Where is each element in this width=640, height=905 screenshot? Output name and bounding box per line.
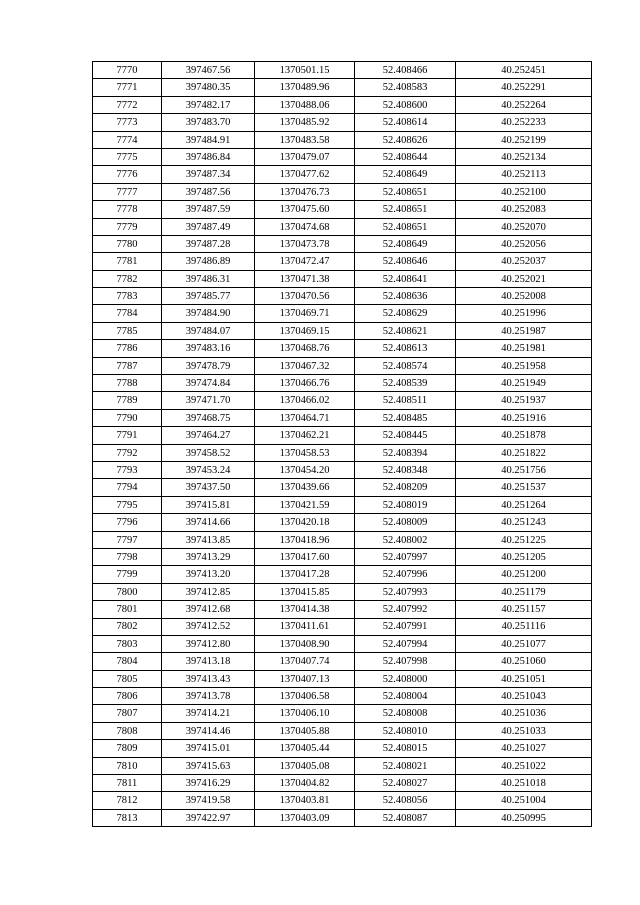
y-coordinate-cell: 1370466.02: [255, 392, 355, 409]
table-row: [93, 566, 592, 583]
latitude-cell: 52.408626: [355, 131, 456, 148]
y-coordinate-cell: 1370417.60: [255, 548, 355, 565]
longitude-cell: 40.251225: [456, 531, 592, 548]
x-coordinate-cell: 397480.35: [162, 79, 255, 96]
point-number-cell: 7774: [93, 131, 162, 148]
table-row: [93, 357, 592, 374]
y-coordinate-cell: 1370415.85: [255, 583, 355, 600]
point-number-cell: 7801: [93, 601, 162, 618]
point-number-cell: 7809: [93, 740, 162, 757]
table-row: [93, 618, 592, 635]
latitude-cell: 52.408644: [355, 148, 456, 165]
x-coordinate-cell: 397437.50: [162, 479, 255, 496]
latitude-cell: 52.407991: [355, 618, 456, 635]
y-coordinate-cell: 1370420.18: [255, 514, 355, 531]
longitude-cell: 40.251949: [456, 375, 592, 392]
point-number-cell: 7784: [93, 305, 162, 322]
point-number-cell: 7772: [93, 96, 162, 113]
longitude-cell: 40.252199: [456, 131, 592, 148]
y-coordinate-cell: 1370462.21: [255, 427, 355, 444]
latitude-cell: 52.408027: [355, 775, 456, 792]
latitude-cell: 52.408056: [355, 792, 456, 809]
longitude-cell: 40.251060: [456, 653, 592, 670]
point-number-cell: 7805: [93, 670, 162, 687]
x-coordinate-cell: 397413.20: [162, 566, 255, 583]
latitude-cell: 52.408445: [355, 427, 456, 444]
table-row: [93, 757, 592, 774]
table-row: [93, 340, 592, 357]
x-coordinate-cell: 397413.29: [162, 548, 255, 565]
y-coordinate-cell: 1370473.78: [255, 235, 355, 252]
longitude-cell: 40.252008: [456, 288, 592, 305]
x-coordinate-cell: 397453.24: [162, 461, 255, 478]
point-number-cell: 7779: [93, 218, 162, 235]
point-number-cell: 7802: [93, 618, 162, 635]
table-row: [93, 427, 592, 444]
y-coordinate-cell: 1370411.61: [255, 618, 355, 635]
longitude-cell: 40.252056: [456, 235, 592, 252]
point-number-cell: 7787: [93, 357, 162, 374]
latitude-cell: 52.408019: [355, 496, 456, 513]
x-coordinate-cell: 397468.75: [162, 409, 255, 426]
table-row: [93, 653, 592, 670]
latitude-cell: 52.408485: [355, 409, 456, 426]
latitude-cell: 52.408621: [355, 322, 456, 339]
table-row: [93, 114, 592, 131]
y-coordinate-cell: 1370405.44: [255, 740, 355, 757]
x-coordinate-cell: 397415.63: [162, 757, 255, 774]
latitude-cell: 52.408348: [355, 461, 456, 478]
longitude-cell: 40.251264: [456, 496, 592, 513]
longitude-cell: 40.251878: [456, 427, 592, 444]
x-coordinate-cell: 397485.77: [162, 288, 255, 305]
latitude-cell: 52.408613: [355, 340, 456, 357]
x-coordinate-cell: 397412.68: [162, 601, 255, 618]
y-coordinate-cell: 1370406.10: [255, 705, 355, 722]
y-coordinate-cell: 1370404.82: [255, 775, 355, 792]
point-number-cell: 7793: [93, 461, 162, 478]
longitude-cell: 40.251205: [456, 548, 592, 565]
x-coordinate-cell: 397412.52: [162, 618, 255, 635]
y-coordinate-cell: 1370417.28: [255, 566, 355, 583]
x-coordinate-cell: 397413.78: [162, 688, 255, 705]
point-number-cell: 7789: [93, 392, 162, 409]
x-coordinate-cell: 397471.70: [162, 392, 255, 409]
x-coordinate-cell: 397415.01: [162, 740, 255, 757]
latitude-cell: 52.408600: [355, 96, 456, 113]
y-coordinate-cell: 1370458.53: [255, 444, 355, 461]
latitude-cell: 52.408511: [355, 392, 456, 409]
x-coordinate-cell: 397422.97: [162, 809, 255, 826]
latitude-cell: 52.407992: [355, 601, 456, 618]
longitude-cell: 40.251051: [456, 670, 592, 687]
coordinates-table-body: [93, 62, 592, 827]
latitude-cell: 52.408649: [355, 235, 456, 252]
table-row: [93, 775, 592, 792]
x-coordinate-cell: 397486.31: [162, 270, 255, 287]
x-coordinate-cell: 397416.29: [162, 775, 255, 792]
point-number-cell: 7810: [93, 757, 162, 774]
longitude-cell: 40.252070: [456, 218, 592, 235]
latitude-cell: 52.408010: [355, 722, 456, 739]
latitude-cell: 52.408002: [355, 531, 456, 548]
longitude-cell: 40.251157: [456, 601, 592, 618]
table-row: [93, 688, 592, 705]
latitude-cell: 52.408583: [355, 79, 456, 96]
table-row: [93, 740, 592, 757]
point-number-cell: 7776: [93, 166, 162, 183]
latitude-cell: 52.408015: [355, 740, 456, 757]
table-row: [93, 809, 592, 826]
point-number-cell: 7808: [93, 722, 162, 739]
latitude-cell: 52.408629: [355, 305, 456, 322]
table-row: [93, 62, 592, 79]
coordinates-table: [92, 61, 592, 827]
table-row: [93, 183, 592, 200]
y-coordinate-cell: 1370474.68: [255, 218, 355, 235]
longitude-cell: 40.251822: [456, 444, 592, 461]
point-number-cell: 7799: [93, 566, 162, 583]
latitude-cell: 52.407993: [355, 583, 456, 600]
latitude-cell: 52.408651: [355, 183, 456, 200]
point-number-cell: 7811: [93, 775, 162, 792]
point-number-cell: 7792: [93, 444, 162, 461]
point-number-cell: 7773: [93, 114, 162, 131]
latitude-cell: 52.408466: [355, 62, 456, 79]
x-coordinate-cell: 397478.79: [162, 357, 255, 374]
x-coordinate-cell: 397484.91: [162, 131, 255, 148]
table-row: [93, 444, 592, 461]
table-row: [93, 409, 592, 426]
y-coordinate-cell: 1370485.92: [255, 114, 355, 131]
table-row: [93, 305, 592, 322]
table-row: [93, 496, 592, 513]
table-row: [93, 792, 592, 809]
x-coordinate-cell: 397483.70: [162, 114, 255, 131]
table-row: [93, 705, 592, 722]
longitude-cell: 40.251036: [456, 705, 592, 722]
y-coordinate-cell: 1370501.15: [255, 62, 355, 79]
longitude-cell: 40.252021: [456, 270, 592, 287]
table-row: [93, 270, 592, 287]
y-coordinate-cell: 1370471.38: [255, 270, 355, 287]
point-number-cell: 7794: [93, 479, 162, 496]
y-coordinate-cell: 1370483.58: [255, 131, 355, 148]
longitude-cell: 40.251004: [456, 792, 592, 809]
latitude-cell: 52.408651: [355, 201, 456, 218]
latitude-cell: 52.408539: [355, 375, 456, 392]
longitude-cell: 40.251027: [456, 740, 592, 757]
longitude-cell: 40.252291: [456, 79, 592, 96]
latitude-cell: 52.408021: [355, 757, 456, 774]
longitude-cell: 40.251043: [456, 688, 592, 705]
point-number-cell: 7775: [93, 148, 162, 165]
y-coordinate-cell: 1370470.56: [255, 288, 355, 305]
x-coordinate-cell: 397487.56: [162, 183, 255, 200]
point-number-cell: 7770: [93, 62, 162, 79]
y-coordinate-cell: 1370414.38: [255, 601, 355, 618]
table-row: [93, 479, 592, 496]
table-row: [93, 96, 592, 113]
longitude-cell: 40.251987: [456, 322, 592, 339]
latitude-cell: 52.408651: [355, 218, 456, 235]
point-number-cell: 7795: [93, 496, 162, 513]
y-coordinate-cell: 1370477.62: [255, 166, 355, 183]
y-coordinate-cell: 1370489.96: [255, 79, 355, 96]
x-coordinate-cell: 397413.85: [162, 531, 255, 548]
longitude-cell: 40.251981: [456, 340, 592, 357]
point-number-cell: 7812: [93, 792, 162, 809]
y-coordinate-cell: 1370488.06: [255, 96, 355, 113]
point-number-cell: 7797: [93, 531, 162, 548]
longitude-cell: 40.251537: [456, 479, 592, 496]
table-row: [93, 131, 592, 148]
y-coordinate-cell: 1370475.60: [255, 201, 355, 218]
point-number-cell: 7806: [93, 688, 162, 705]
latitude-cell: 52.408614: [355, 114, 456, 131]
point-number-cell: 7807: [93, 705, 162, 722]
point-number-cell: 7813: [93, 809, 162, 826]
table-row: [93, 218, 592, 235]
point-number-cell: 7796: [93, 514, 162, 531]
y-coordinate-cell: 1370454.20: [255, 461, 355, 478]
longitude-cell: 40.251756: [456, 461, 592, 478]
y-coordinate-cell: 1370405.88: [255, 722, 355, 739]
x-coordinate-cell: 397464.27: [162, 427, 255, 444]
longitude-cell: 40.252134: [456, 148, 592, 165]
table-row: [93, 548, 592, 565]
longitude-cell: 40.251033: [456, 722, 592, 739]
table-row: [93, 583, 592, 600]
x-coordinate-cell: 397484.90: [162, 305, 255, 322]
point-number-cell: 7804: [93, 653, 162, 670]
longitude-cell: 40.252083: [456, 201, 592, 218]
longitude-cell: 40.252264: [456, 96, 592, 113]
table-row: [93, 670, 592, 687]
latitude-cell: 52.408646: [355, 253, 456, 270]
table-row: [93, 148, 592, 165]
longitude-cell: 40.251243: [456, 514, 592, 531]
y-coordinate-cell: 1370469.71: [255, 305, 355, 322]
point-number-cell: 7786: [93, 340, 162, 357]
x-coordinate-cell: 397486.84: [162, 148, 255, 165]
table-row: [93, 375, 592, 392]
x-coordinate-cell: 397412.80: [162, 635, 255, 652]
longitude-cell: 40.251996: [456, 305, 592, 322]
longitude-cell: 40.251022: [456, 757, 592, 774]
table-row: [93, 531, 592, 548]
x-coordinate-cell: 397467.56: [162, 62, 255, 79]
point-number-cell: 7800: [93, 583, 162, 600]
table-row: [93, 201, 592, 218]
longitude-cell: 40.251200: [456, 566, 592, 583]
longitude-cell: 40.251958: [456, 357, 592, 374]
x-coordinate-cell: 397415.81: [162, 496, 255, 513]
longitude-cell: 40.251937: [456, 392, 592, 409]
latitude-cell: 52.408641: [355, 270, 456, 287]
point-number-cell: 7803: [93, 635, 162, 652]
point-number-cell: 7777: [93, 183, 162, 200]
point-number-cell: 7780: [93, 235, 162, 252]
table-row: [93, 514, 592, 531]
y-coordinate-cell: 1370421.59: [255, 496, 355, 513]
longitude-cell: 40.251077: [456, 635, 592, 652]
y-coordinate-cell: 1370418.96: [255, 531, 355, 548]
point-number-cell: 7783: [93, 288, 162, 305]
y-coordinate-cell: 1370407.13: [255, 670, 355, 687]
latitude-cell: 52.408394: [355, 444, 456, 461]
longitude-cell: 40.251018: [456, 775, 592, 792]
point-number-cell: 7785: [93, 322, 162, 339]
table-row: [93, 461, 592, 478]
y-coordinate-cell: 1370467.32: [255, 357, 355, 374]
y-coordinate-cell: 1370476.73: [255, 183, 355, 200]
latitude-cell: 52.407998: [355, 653, 456, 670]
point-number-cell: 7788: [93, 375, 162, 392]
latitude-cell: 52.408008: [355, 705, 456, 722]
point-number-cell: 7791: [93, 427, 162, 444]
table-row: [93, 253, 592, 270]
longitude-cell: 40.251179: [456, 583, 592, 600]
latitude-cell: 52.407997: [355, 548, 456, 565]
table-row: [93, 392, 592, 409]
x-coordinate-cell: 397486.89: [162, 253, 255, 270]
y-coordinate-cell: 1370466.76: [255, 375, 355, 392]
latitude-cell: 52.408004: [355, 688, 456, 705]
x-coordinate-cell: 397419.58: [162, 792, 255, 809]
latitude-cell: 52.408209: [355, 479, 456, 496]
point-number-cell: 7798: [93, 548, 162, 565]
latitude-cell: 52.407994: [355, 635, 456, 652]
x-coordinate-cell: 397414.66: [162, 514, 255, 531]
table-row: [93, 288, 592, 305]
y-coordinate-cell: 1370479.07: [255, 148, 355, 165]
longitude-cell: 40.251116: [456, 618, 592, 635]
latitude-cell: 52.408649: [355, 166, 456, 183]
point-number-cell: 7781: [93, 253, 162, 270]
longitude-cell: 40.251916: [456, 409, 592, 426]
y-coordinate-cell: 1370403.81: [255, 792, 355, 809]
table-row: [93, 79, 592, 96]
y-coordinate-cell: 1370469.15: [255, 322, 355, 339]
table-row: [93, 322, 592, 339]
latitude-cell: 52.408636: [355, 288, 456, 305]
x-coordinate-cell: 397412.85: [162, 583, 255, 600]
y-coordinate-cell: 1370403.09: [255, 809, 355, 826]
y-coordinate-cell: 1370464.71: [255, 409, 355, 426]
x-coordinate-cell: 397458.52: [162, 444, 255, 461]
table-row: [93, 601, 592, 618]
longitude-cell: 40.250995: [456, 809, 592, 826]
y-coordinate-cell: 1370439.66: [255, 479, 355, 496]
latitude-cell: 52.408574: [355, 357, 456, 374]
x-coordinate-cell: 397474.84: [162, 375, 255, 392]
x-coordinate-cell: 397414.46: [162, 722, 255, 739]
y-coordinate-cell: 1370405.08: [255, 757, 355, 774]
latitude-cell: 52.408009: [355, 514, 456, 531]
longitude-cell: 40.252113: [456, 166, 592, 183]
table-row: [93, 722, 592, 739]
point-number-cell: 7771: [93, 79, 162, 96]
longitude-cell: 40.252037: [456, 253, 592, 270]
point-number-cell: 7782: [93, 270, 162, 287]
y-coordinate-cell: 1370408.90: [255, 635, 355, 652]
longitude-cell: 40.252233: [456, 114, 592, 131]
x-coordinate-cell: 397487.59: [162, 201, 255, 218]
x-coordinate-cell: 397414.21: [162, 705, 255, 722]
x-coordinate-cell: 397413.18: [162, 653, 255, 670]
longitude-cell: 40.252451: [456, 62, 592, 79]
y-coordinate-cell: 1370468.76: [255, 340, 355, 357]
point-number-cell: 7790: [93, 409, 162, 426]
x-coordinate-cell: 397484.07: [162, 322, 255, 339]
x-coordinate-cell: 397482.17: [162, 96, 255, 113]
x-coordinate-cell: 397487.49: [162, 218, 255, 235]
x-coordinate-cell: 397487.28: [162, 235, 255, 252]
longitude-cell: 40.252100: [456, 183, 592, 200]
y-coordinate-cell: 1370472.47: [255, 253, 355, 270]
latitude-cell: 52.408087: [355, 809, 456, 826]
x-coordinate-cell: 397487.34: [162, 166, 255, 183]
x-coordinate-cell: 397483.16: [162, 340, 255, 357]
y-coordinate-cell: 1370406.58: [255, 688, 355, 705]
latitude-cell: 52.408000: [355, 670, 456, 687]
table-row: [93, 235, 592, 252]
y-coordinate-cell: 1370407.74: [255, 653, 355, 670]
point-number-cell: 7778: [93, 201, 162, 218]
table-row: [93, 166, 592, 183]
latitude-cell: 52.407996: [355, 566, 456, 583]
table-row: [93, 635, 592, 652]
x-coordinate-cell: 397413.43: [162, 670, 255, 687]
